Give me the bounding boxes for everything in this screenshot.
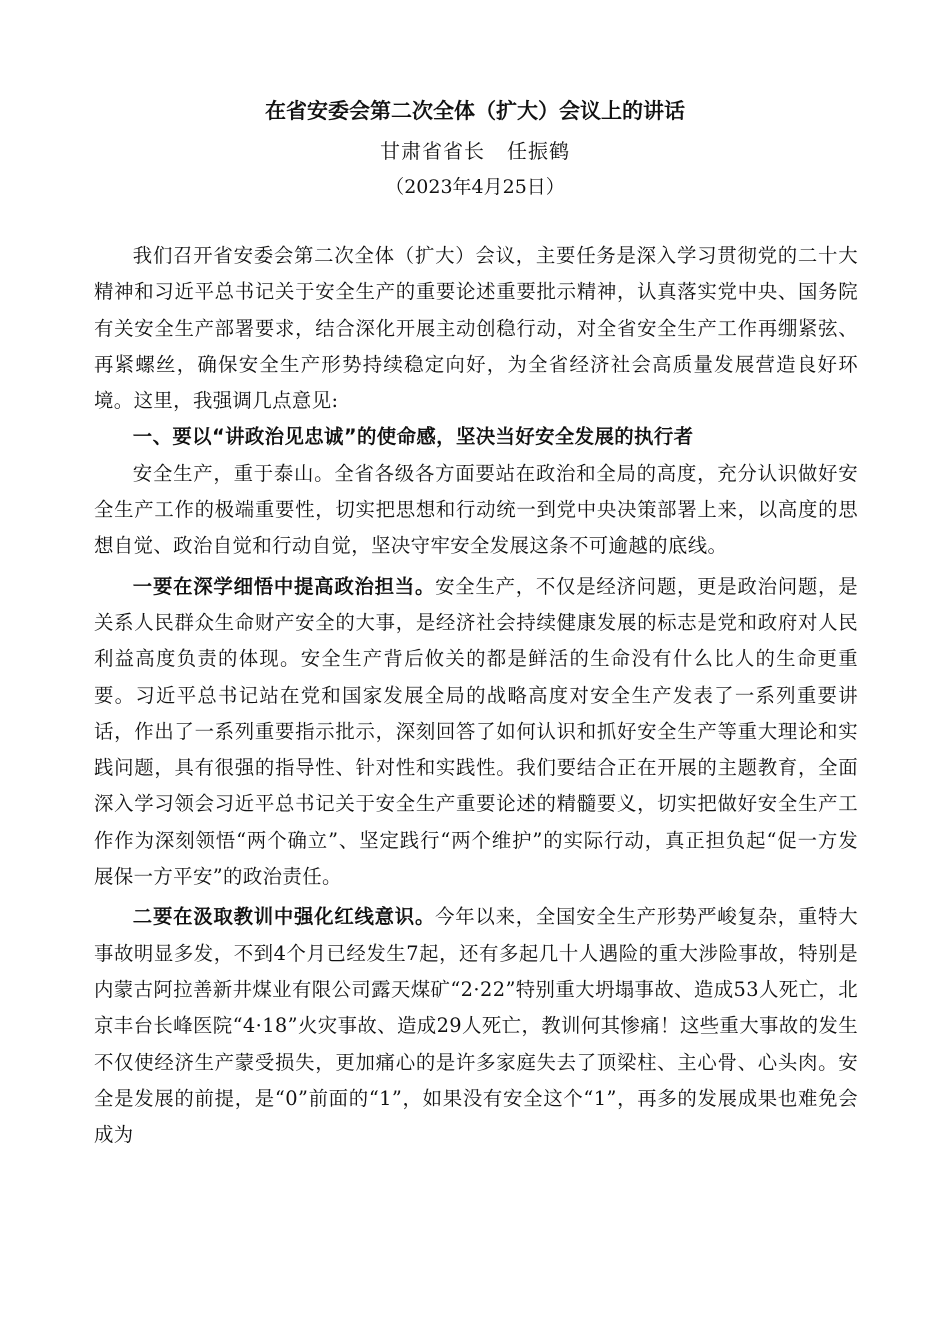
speech-date: （2023年4月25日） <box>385 176 565 198</box>
paragraph-lead: 一要在深学细悟中提高政治担当。 <box>132 574 436 598</box>
document-title: 在省安委会第二次全体（扩大）会议上的讲话 <box>265 99 685 123</box>
author-name: 任振鹤 <box>507 139 570 163</box>
paragraph <box>94 899 858 1153</box>
paragraph <box>94 569 858 896</box>
paragraph-text: 今年以来，全国安全生产形势严峻复杂，重特大事故明显多发，不到4个月已经发生7起，还有多起几十人遇险的重大涉险事故，特别是内蒙古阿拉善新井煤业有限公司露天煤矿“2·22”特别重大坍塌事故、造成53人死亡，北京丰台长峰医院“4·18”火灾事故、造成29人死亡，教训何其惨痛！这些重大事故的发生不仅使经济生产蒙受损失，更加痛心的是许多家庭失去了顶梁柱、主心骨、心头肉。安全是发展的前提，是“0”前面的“1”，如果没有安全这个“1”，再多的发展成果也难免会成为 <box>94 905 859 1147</box>
paragraph-text: 安全生产，不仅是经济问题，更是政治问题，是关系人民群众生命财产安全的大事，是经济社会持续健康发展的标志是党和政府对人民利益高度负责的体现。安全生产背后攸关的都是鲜活的生命没有什么比人的生命更重要。习近平总书记站在党和国家发展全局的战略高度对安全生产发表了一系列重要讲话，作出了一系列重要指示批示，深刻回答了如何认识和抓好安全生产等重大理论和实践问题，具有很强的指导性、针对性和实践性。我们要结合正在开展的主题教育，全面深入学习领会习近平总书记关于安全生产重要论述的精髓要义，切实把做好安全生产工作作为深刻领悟“两个确立”、坚定践行“两个维护”的实际行动，真正担负起“促一方发展保一方平安”的政治责任。 <box>94 574 859 889</box>
paragraph: 安全生产，重于泰山。全省各级各方面要站在政治和全局的高度，充分认识做好安全生产工作的极端重要性，切实把思想和行动统一到党中央决策部署上来，以高度的思想自觉、政治自觉和行动自觉，坚决守牢安全发展这条不可逾越的底线。 <box>94 461 858 558</box>
paragraph-lead: 二要在汲取教训中强化红线意识。 <box>132 905 436 929</box>
intro-paragraph: 我们召开省安委会第二次全体（扩大）会议，主要任务是深入学习贯彻党的二十大精神和习近平总书记关于安全生产的重要论述重要批示精神，认真落实党中央、国务院有关安全生产部署要求，结合深化开展主动创稳行动，对全省安全生产工作再绷紧弦、再紧螺丝，确保安全生产形势持续稳定向好，为全省经济社会高质量发展营造良好环境。这里，我强调几点意见: <box>94 244 858 413</box>
document-body <box>94 238 858 1153</box>
author-line <box>0 134 950 168</box>
section-heading: 一、要以“讲政治见忠诚”的使命感，坚决当好安全发展的执行者 <box>132 425 694 449</box>
author-title: 甘肃省省长 <box>380 139 485 163</box>
